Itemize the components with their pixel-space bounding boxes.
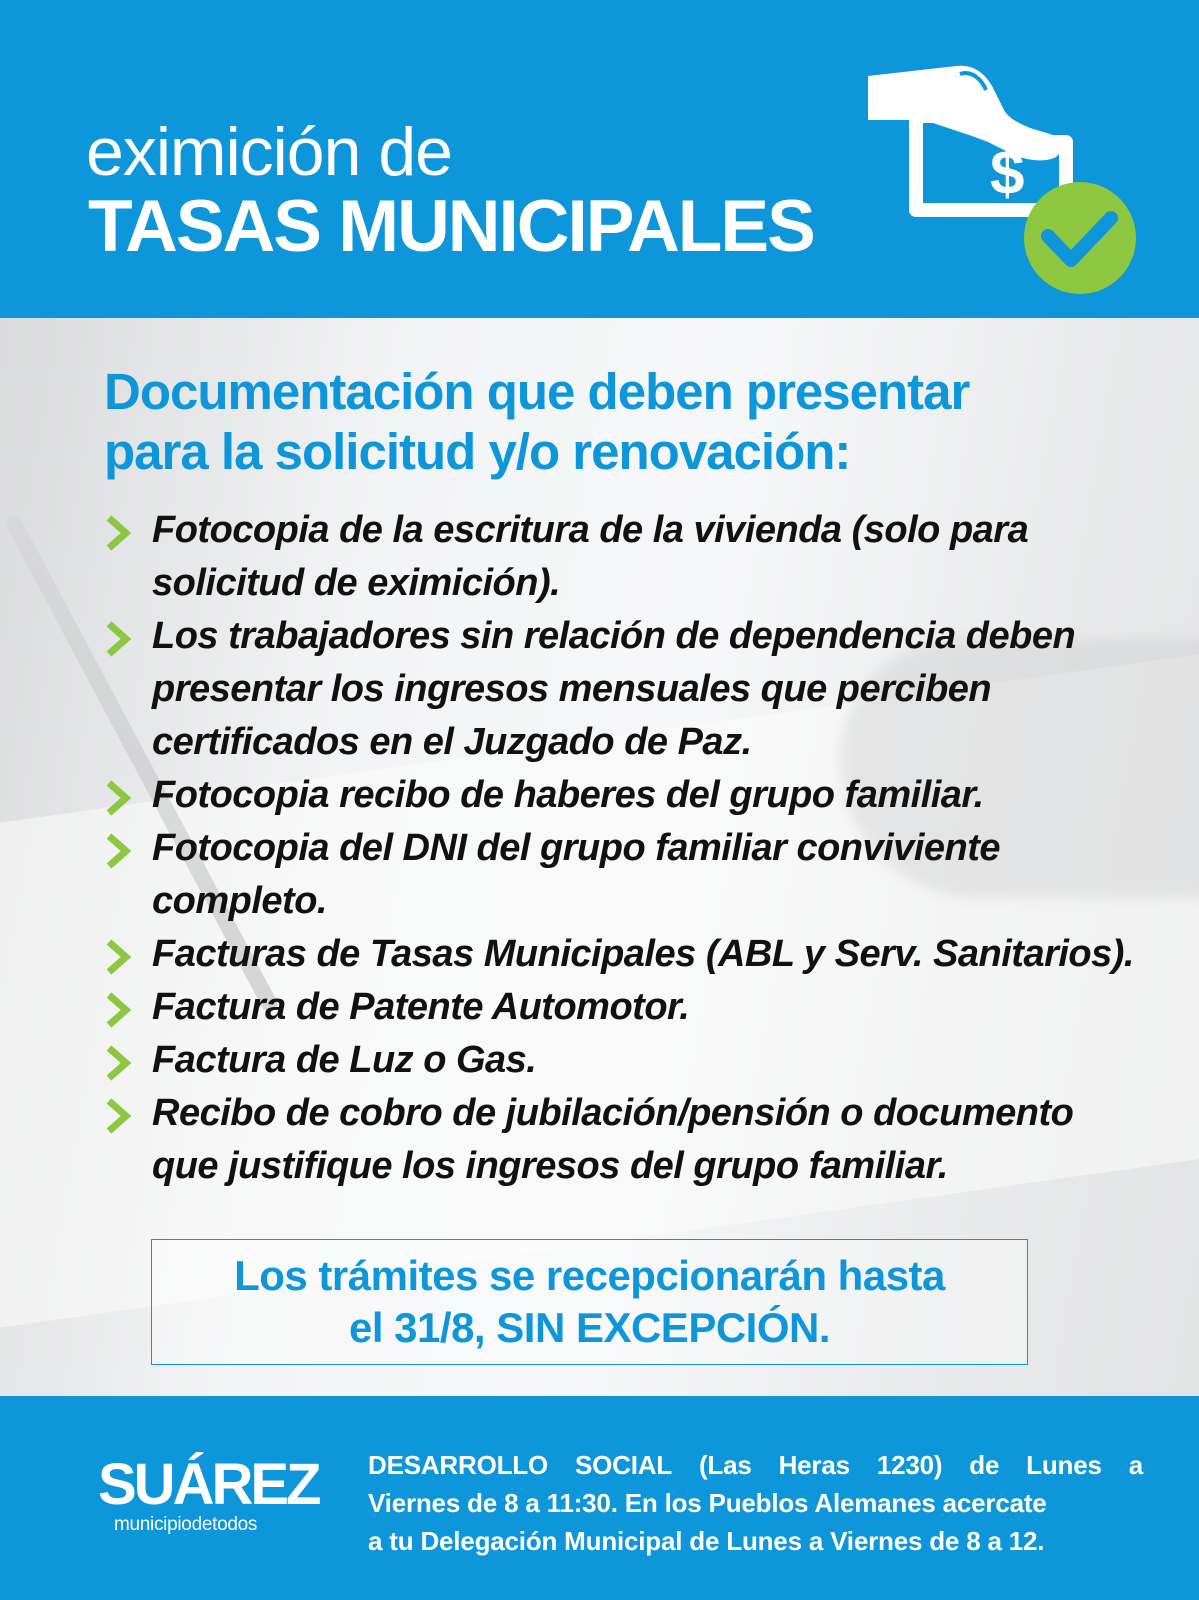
chevron-right-icon [104,991,134,1029]
chevron-right-icon [104,832,134,870]
info-word: DESARROLLO [368,1450,549,1480]
info-line-1 [368,1446,1143,1484]
deadline-line-2: el 31/8, SIN EXCEPCIÓN. [348,1304,830,1351]
list-item-line: Recibo de cobro de jubilación/pensión o documento [152,1092,1074,1134]
list-item-line: solicitud de eximición). [152,562,561,604]
list-item [104,504,1184,610]
chevron-right-icon [104,620,134,658]
footer-banner [0,1396,1199,1600]
info-line-3: a tu Delegación Municipal de Lunes a Viernes de 8 a 12. [368,1526,1045,1556]
chevron-right-icon [104,514,134,552]
office-hours-info [368,1446,1143,1560]
logo-tag-municipio: municipio [114,1514,192,1535]
list-item-line: Fotocopia de la escritura de la vivienda (solo para [152,509,1029,551]
list-item [104,769,1184,822]
list-item-line: certificados en el Juzgado de Paz. [152,721,752,763]
list-item-line: presentar los ingresos mensuales que perciben [152,668,992,710]
header-banner [0,0,1199,318]
documentation-heading [104,362,969,482]
logo-tagline [114,1514,257,1536]
list-item-line: Facturas de Tasas Municipales (ABL y Serv. Sanitarios). [152,933,1134,975]
info-word: SOCIAL [574,1450,672,1480]
title-line-1: eximición de [86,114,452,190]
chevron-right-icon [104,1044,134,1082]
info-word: de [969,1450,1000,1480]
logo-wordmark: SUÁREZ [98,1452,319,1517]
info-word: Heras [778,1450,850,1480]
heading-line-1: Documentación que deben presentar [104,363,970,420]
list-item [104,1034,1184,1087]
requirements-list [104,504,1184,1193]
title-line-2: TASAS MUNICIPALES [88,186,814,267]
list-item [104,981,1184,1034]
content-area [0,318,1199,1396]
chevron-right-icon [104,938,134,976]
logo-tag-todos: todos [212,1514,258,1535]
svg-text:$: $ [990,139,1025,208]
list-item [104,1087,1184,1193]
deadline-line-1: Los trámites se recepcionarán hasta [234,1252,945,1299]
chevron-right-icon [104,1097,134,1135]
logo-tag-de: de [191,1514,213,1535]
list-item-line: Los trabajadores sin relación de dependencia deben [152,615,1076,657]
deadline-notice [151,1239,1028,1365]
list-item [104,928,1184,981]
hand-paying-dollar-with-check-icon [868,58,1158,303]
list-item [104,610,1184,769]
list-item-line: Fotocopia del DNI del grupo familiar conviviente [152,827,1001,869]
heading-line-2: para la solicitud y/o renovación: [104,423,851,480]
info-line-2: Viernes de 8 a 11:30. En los Pueblos Alemanes acercate [368,1488,1047,1518]
list-item [104,822,1184,928]
list-item-line: que justifique los ingresos del grupo familiar. [152,1145,948,1187]
info-word: (Las [698,1450,752,1480]
info-word: Lunes [1026,1450,1102,1480]
list-item-line: Fotocopia recibo de haberes del grupo familiar. [152,774,984,816]
info-word: 1230) [876,1450,943,1480]
list-item-line: completo. [152,880,327,922]
info-word: a [1128,1450,1143,1480]
list-item-line: Factura de Luz o Gas. [152,1039,537,1081]
chevron-right-icon [104,779,134,817]
list-item-line: Factura de Patente Automotor. [152,986,690,1028]
